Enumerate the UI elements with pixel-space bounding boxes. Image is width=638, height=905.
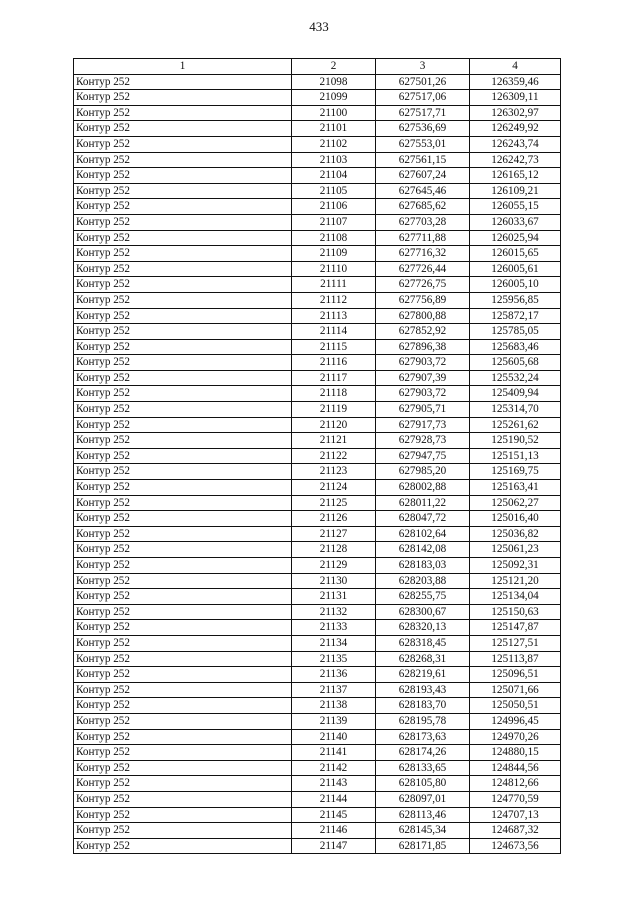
table-row bbox=[74, 74, 561, 90]
table-row bbox=[74, 292, 561, 308]
row-coord-y: 124673,56 bbox=[470, 838, 561, 854]
row-contour-name: Контур 252 bbox=[74, 635, 292, 651]
row-coord-x: 627756,89 bbox=[376, 292, 470, 308]
row-point-number: 21142 bbox=[292, 760, 376, 776]
row-coord-y: 125314,70 bbox=[470, 402, 561, 418]
row-coord-x: 628011,22 bbox=[376, 495, 470, 511]
row-point-number: 21117 bbox=[292, 370, 376, 386]
row-coord-y: 126242,73 bbox=[470, 152, 561, 168]
row-coord-x: 627685,62 bbox=[376, 199, 470, 215]
table-row bbox=[74, 168, 561, 184]
row-coord-y: 126359,46 bbox=[470, 74, 561, 90]
row-point-number: 21137 bbox=[292, 682, 376, 698]
row-coord-y: 125036,82 bbox=[470, 526, 561, 542]
table-row bbox=[74, 573, 561, 589]
row-point-number: 21113 bbox=[292, 308, 376, 324]
row-coord-x: 628097,01 bbox=[376, 791, 470, 807]
row-coord-y: 125062,27 bbox=[470, 495, 561, 511]
row-coord-y: 125169,75 bbox=[470, 464, 561, 480]
row-contour-name: Контур 252 bbox=[74, 324, 292, 340]
row-contour-name: Контур 252 bbox=[74, 230, 292, 246]
row-coord-y: 125134,04 bbox=[470, 589, 561, 605]
row-coord-x: 627917,73 bbox=[376, 417, 470, 433]
row-coord-x: 627905,71 bbox=[376, 402, 470, 418]
row-coord-x: 627536,69 bbox=[376, 121, 470, 137]
row-contour-name: Контур 252 bbox=[74, 292, 292, 308]
row-point-number: 21146 bbox=[292, 823, 376, 839]
table-row bbox=[74, 90, 561, 106]
row-point-number: 21147 bbox=[292, 838, 376, 854]
row-coord-y: 126005,61 bbox=[470, 261, 561, 277]
row-coord-y: 124880,15 bbox=[470, 745, 561, 761]
row-contour-name: Контур 252 bbox=[74, 838, 292, 854]
row-coord-y: 125409,94 bbox=[470, 386, 561, 402]
row-coord-x: 627645,46 bbox=[376, 183, 470, 199]
row-contour-name: Контур 252 bbox=[74, 480, 292, 496]
row-coord-y: 124687,32 bbox=[470, 823, 561, 839]
row-coord-y: 125150,63 bbox=[470, 604, 561, 620]
table-row bbox=[74, 105, 561, 121]
row-coord-y: 124970,26 bbox=[470, 729, 561, 745]
table-row bbox=[74, 604, 561, 620]
row-coord-x: 627947,75 bbox=[376, 448, 470, 464]
row-coord-y: 125121,20 bbox=[470, 573, 561, 589]
row-contour-name: Контур 252 bbox=[74, 448, 292, 464]
table-row bbox=[74, 308, 561, 324]
row-coord-y: 126302,97 bbox=[470, 105, 561, 121]
row-coord-x: 627517,06 bbox=[376, 90, 470, 106]
row-point-number: 21144 bbox=[292, 791, 376, 807]
row-coord-y: 125096,51 bbox=[470, 667, 561, 683]
row-coord-y: 125016,40 bbox=[470, 511, 561, 527]
table-row bbox=[74, 199, 561, 215]
table-row bbox=[74, 402, 561, 418]
row-coord-x: 627907,39 bbox=[376, 370, 470, 386]
row-coord-y: 125163,41 bbox=[470, 480, 561, 496]
table-row bbox=[74, 136, 561, 152]
row-point-number: 21118 bbox=[292, 386, 376, 402]
table-row bbox=[74, 339, 561, 355]
row-point-number: 21119 bbox=[292, 402, 376, 418]
row-point-number: 21116 bbox=[292, 355, 376, 371]
row-contour-name: Контур 252 bbox=[74, 729, 292, 745]
row-coord-y: 125683,46 bbox=[470, 339, 561, 355]
row-coord-y: 124770,59 bbox=[470, 791, 561, 807]
row-contour-name: Контур 252 bbox=[74, 168, 292, 184]
row-coord-y: 125151,13 bbox=[470, 448, 561, 464]
row-coord-x: 627903,72 bbox=[376, 355, 470, 371]
row-point-number: 21121 bbox=[292, 433, 376, 449]
row-coord-y: 125147,87 bbox=[470, 620, 561, 636]
row-point-number: 21127 bbox=[292, 526, 376, 542]
row-coord-x: 628320,13 bbox=[376, 620, 470, 636]
row-coord-x: 627716,32 bbox=[376, 246, 470, 262]
row-coord-y: 125872,17 bbox=[470, 308, 561, 324]
row-point-number: 21115 bbox=[292, 339, 376, 355]
row-coord-x: 628145,34 bbox=[376, 823, 470, 839]
table-row bbox=[74, 729, 561, 745]
row-coord-y: 125127,51 bbox=[470, 635, 561, 651]
row-contour-name: Контур 252 bbox=[74, 214, 292, 230]
table-row bbox=[74, 511, 561, 527]
row-coord-x: 628193,43 bbox=[376, 682, 470, 698]
header-col-2: 2 bbox=[292, 59, 376, 75]
row-coord-y: 126309,11 bbox=[470, 90, 561, 106]
row-point-number: 21143 bbox=[292, 776, 376, 792]
row-point-number: 21125 bbox=[292, 495, 376, 511]
table-row bbox=[74, 526, 561, 542]
row-point-number: 21128 bbox=[292, 542, 376, 558]
row-coord-y: 126015,65 bbox=[470, 246, 561, 262]
row-contour-name: Контур 252 bbox=[74, 745, 292, 761]
row-point-number: 21106 bbox=[292, 199, 376, 215]
table-row bbox=[74, 776, 561, 792]
row-contour-name: Контур 252 bbox=[74, 713, 292, 729]
row-point-number: 21108 bbox=[292, 230, 376, 246]
row-coord-x: 627561,15 bbox=[376, 152, 470, 168]
row-coord-y: 125190,52 bbox=[470, 433, 561, 449]
row-coord-x: 628268,31 bbox=[376, 651, 470, 667]
row-contour-name: Контур 252 bbox=[74, 589, 292, 605]
row-point-number: 21122 bbox=[292, 448, 376, 464]
row-contour-name: Контур 252 bbox=[74, 152, 292, 168]
table-row bbox=[74, 620, 561, 636]
row-contour-name: Контур 252 bbox=[74, 308, 292, 324]
row-coord-y: 124707,13 bbox=[470, 807, 561, 823]
table-row bbox=[74, 448, 561, 464]
row-coord-x: 627985,20 bbox=[376, 464, 470, 480]
row-point-number: 21120 bbox=[292, 417, 376, 433]
row-coord-x: 628195,78 bbox=[376, 713, 470, 729]
table-row bbox=[74, 635, 561, 651]
row-point-number: 21103 bbox=[292, 152, 376, 168]
row-contour-name: Контур 252 bbox=[74, 511, 292, 527]
row-contour-name: Контур 252 bbox=[74, 183, 292, 199]
row-contour-name: Контур 252 bbox=[74, 604, 292, 620]
row-point-number: 21133 bbox=[292, 620, 376, 636]
table-row bbox=[74, 682, 561, 698]
row-coord-y: 126243,74 bbox=[470, 136, 561, 152]
row-coord-x: 628047,72 bbox=[376, 511, 470, 527]
row-coord-y: 126005,10 bbox=[470, 277, 561, 293]
row-point-number: 21101 bbox=[292, 121, 376, 137]
row-point-number: 21100 bbox=[292, 105, 376, 121]
row-coord-x: 627726,75 bbox=[376, 277, 470, 293]
row-point-number: 21099 bbox=[292, 90, 376, 106]
table-row bbox=[74, 370, 561, 386]
row-point-number: 21138 bbox=[292, 698, 376, 714]
row-coord-x: 627607,24 bbox=[376, 168, 470, 184]
row-contour-name: Контур 252 bbox=[74, 760, 292, 776]
row-coord-x: 627896,38 bbox=[376, 339, 470, 355]
row-contour-name: Контур 252 bbox=[74, 667, 292, 683]
row-coord-x: 627553,01 bbox=[376, 136, 470, 152]
table-row bbox=[74, 807, 561, 823]
row-point-number: 21114 bbox=[292, 324, 376, 340]
table-row bbox=[74, 386, 561, 402]
table-row bbox=[74, 823, 561, 839]
table-row bbox=[74, 261, 561, 277]
row-point-number: 21136 bbox=[292, 667, 376, 683]
page-number: 433 bbox=[309, 19, 329, 34]
row-contour-name: Контур 252 bbox=[74, 464, 292, 480]
row-point-number: 21139 bbox=[292, 713, 376, 729]
row-contour-name: Контур 252 bbox=[74, 339, 292, 355]
table-row bbox=[74, 214, 561, 230]
row-point-number: 21131 bbox=[292, 589, 376, 605]
row-coord-y: 125956,85 bbox=[470, 292, 561, 308]
row-coord-y: 124844,56 bbox=[470, 760, 561, 776]
row-coord-y: 126025,94 bbox=[470, 230, 561, 246]
row-contour-name: Контур 252 bbox=[74, 495, 292, 511]
row-coord-x: 627800,88 bbox=[376, 308, 470, 324]
row-coord-x: 628002,88 bbox=[376, 480, 470, 496]
table-row bbox=[74, 324, 561, 340]
table-row bbox=[74, 230, 561, 246]
row-coord-x: 628300,67 bbox=[376, 604, 470, 620]
table-row bbox=[74, 760, 561, 776]
table-row bbox=[74, 121, 561, 137]
row-point-number: 21112 bbox=[292, 292, 376, 308]
row-point-number: 21145 bbox=[292, 807, 376, 823]
table-row bbox=[74, 480, 561, 496]
row-point-number: 21135 bbox=[292, 651, 376, 667]
row-contour-name: Контур 252 bbox=[74, 246, 292, 262]
row-coord-x: 628171,85 bbox=[376, 838, 470, 854]
row-contour-name: Контур 252 bbox=[74, 90, 292, 106]
row-point-number: 21110 bbox=[292, 261, 376, 277]
row-contour-name: Контур 252 bbox=[74, 682, 292, 698]
row-coord-x: 628318,45 bbox=[376, 635, 470, 651]
table-row bbox=[74, 651, 561, 667]
row-coord-y: 126055,15 bbox=[470, 199, 561, 215]
row-contour-name: Контур 252 bbox=[74, 121, 292, 137]
row-coord-x: 628174,26 bbox=[376, 745, 470, 761]
row-coord-x: 627517,71 bbox=[376, 105, 470, 121]
row-point-number: 21134 bbox=[292, 635, 376, 651]
table-row bbox=[74, 355, 561, 371]
row-contour-name: Контур 252 bbox=[74, 433, 292, 449]
row-point-number: 21141 bbox=[292, 745, 376, 761]
row-point-number: 21107 bbox=[292, 214, 376, 230]
table-row bbox=[74, 558, 561, 574]
row-contour-name: Контур 252 bbox=[74, 698, 292, 714]
header-col-1: 1 bbox=[74, 59, 292, 75]
table-row bbox=[74, 589, 561, 605]
row-point-number: 21132 bbox=[292, 604, 376, 620]
row-coord-x: 628102,64 bbox=[376, 526, 470, 542]
row-point-number: 21130 bbox=[292, 573, 376, 589]
row-coord-y: 125605,68 bbox=[470, 355, 561, 371]
row-contour-name: Контур 252 bbox=[74, 136, 292, 152]
row-point-number: 21109 bbox=[292, 246, 376, 262]
row-coord-y: 125113,87 bbox=[470, 651, 561, 667]
table-row bbox=[74, 698, 561, 714]
row-coord-x: 627928,73 bbox=[376, 433, 470, 449]
table-row bbox=[74, 495, 561, 511]
row-coord-y: 125050,51 bbox=[470, 698, 561, 714]
row-point-number: 21126 bbox=[292, 511, 376, 527]
row-contour-name: Контур 252 bbox=[74, 402, 292, 418]
row-contour-name: Контур 252 bbox=[74, 355, 292, 371]
table-row bbox=[74, 713, 561, 729]
header-col-3: 3 bbox=[376, 59, 470, 75]
row-coord-x: 628133,65 bbox=[376, 760, 470, 776]
row-coord-x: 627711,88 bbox=[376, 230, 470, 246]
row-coord-x: 628105,80 bbox=[376, 776, 470, 792]
row-point-number: 21102 bbox=[292, 136, 376, 152]
row-coord-x: 628219,61 bbox=[376, 667, 470, 683]
table-row bbox=[74, 277, 561, 293]
row-coord-x: 627703,28 bbox=[376, 214, 470, 230]
row-contour-name: Контур 252 bbox=[74, 542, 292, 558]
row-contour-name: Контур 252 bbox=[74, 526, 292, 542]
row-contour-name: Контур 252 bbox=[74, 791, 292, 807]
row-point-number: 21129 bbox=[292, 558, 376, 574]
row-coord-x: 627726,44 bbox=[376, 261, 470, 277]
table-header-row bbox=[74, 59, 561, 75]
row-contour-name: Контур 252 bbox=[74, 370, 292, 386]
row-contour-name: Контур 252 bbox=[74, 261, 292, 277]
table-body bbox=[74, 74, 561, 854]
row-contour-name: Контур 252 bbox=[74, 199, 292, 215]
row-point-number: 21111 bbox=[292, 277, 376, 293]
row-coord-x: 628113,46 bbox=[376, 807, 470, 823]
row-contour-name: Контур 252 bbox=[74, 558, 292, 574]
row-contour-name: Контур 252 bbox=[74, 651, 292, 667]
row-coord-y: 125785,05 bbox=[470, 324, 561, 340]
row-contour-name: Контур 252 bbox=[74, 823, 292, 839]
row-coord-x: 628173,63 bbox=[376, 729, 470, 745]
row-point-number: 21105 bbox=[292, 183, 376, 199]
row-coord-x: 627852,92 bbox=[376, 324, 470, 340]
row-coord-x: 628183,70 bbox=[376, 698, 470, 714]
row-coord-y: 125532,24 bbox=[470, 370, 561, 386]
row-point-number: 21123 bbox=[292, 464, 376, 480]
row-coord-y: 126165,12 bbox=[470, 168, 561, 184]
row-coord-y: 126033,67 bbox=[470, 214, 561, 230]
row-coord-x: 628203,88 bbox=[376, 573, 470, 589]
row-contour-name: Контур 252 bbox=[74, 573, 292, 589]
row-point-number: 21104 bbox=[292, 168, 376, 184]
row-point-number: 21140 bbox=[292, 729, 376, 745]
table-row bbox=[74, 246, 561, 262]
row-contour-name: Контур 252 bbox=[74, 807, 292, 823]
table-row bbox=[74, 417, 561, 433]
row-contour-name: Контур 252 bbox=[74, 776, 292, 792]
row-contour-name: Контур 252 bbox=[74, 74, 292, 90]
row-contour-name: Контур 252 bbox=[74, 620, 292, 636]
row-coord-x: 627501,26 bbox=[376, 74, 470, 90]
row-coord-y: 125061,23 bbox=[470, 542, 561, 558]
table-row bbox=[74, 745, 561, 761]
table-row bbox=[74, 791, 561, 807]
row-coord-x: 628255,75 bbox=[376, 589, 470, 605]
row-point-number: 21124 bbox=[292, 480, 376, 496]
row-coord-y: 125261,62 bbox=[470, 417, 561, 433]
table-row bbox=[74, 667, 561, 683]
row-contour-name: Контур 252 bbox=[74, 277, 292, 293]
row-coord-x: 627903,72 bbox=[376, 386, 470, 402]
row-point-number: 21098 bbox=[292, 74, 376, 90]
table-row bbox=[74, 542, 561, 558]
table-row bbox=[74, 838, 561, 854]
row-coord-y: 125071,66 bbox=[470, 682, 561, 698]
row-coord-x: 628183,03 bbox=[376, 558, 470, 574]
header-col-4: 4 bbox=[470, 59, 561, 75]
table-row bbox=[74, 464, 561, 480]
row-contour-name: Контур 252 bbox=[74, 105, 292, 121]
table-row bbox=[74, 433, 561, 449]
row-coord-y: 126249,92 bbox=[470, 121, 561, 137]
table-row bbox=[74, 183, 561, 199]
row-coord-y: 125092,31 bbox=[470, 558, 561, 574]
table-row bbox=[74, 152, 561, 168]
row-coord-y: 126109,21 bbox=[470, 183, 561, 199]
row-contour-name: Контур 252 bbox=[74, 386, 292, 402]
row-coord-y: 124812,66 bbox=[470, 776, 561, 792]
coordinates-table bbox=[73, 58, 561, 854]
row-coord-x: 628142,08 bbox=[376, 542, 470, 558]
row-contour-name: Контур 252 bbox=[74, 417, 292, 433]
row-coord-y: 124996,45 bbox=[470, 713, 561, 729]
